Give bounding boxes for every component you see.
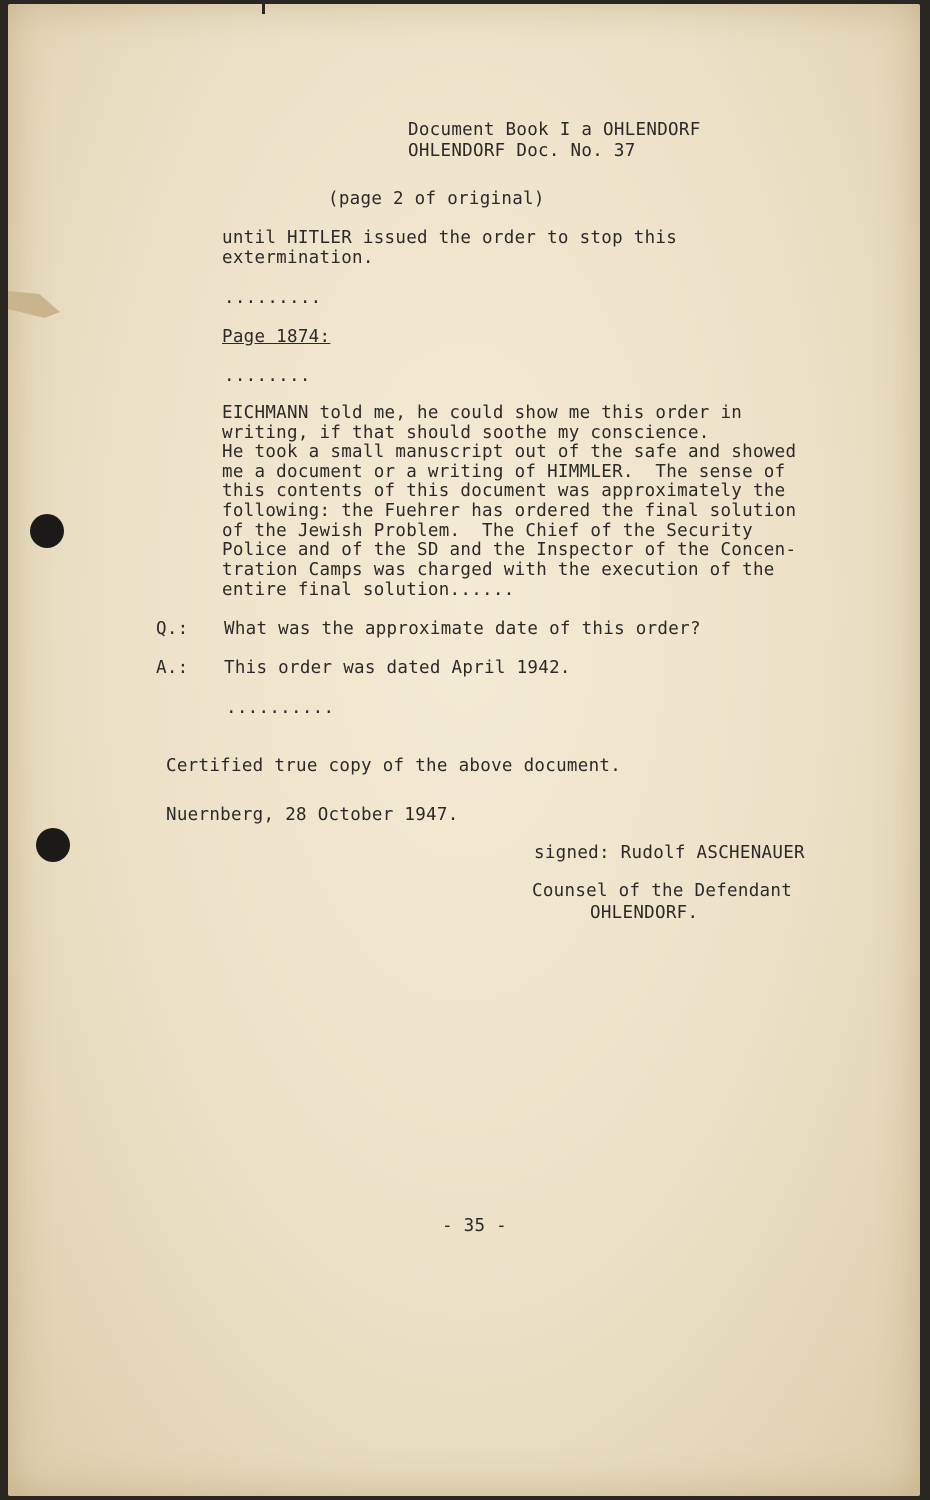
place-date: Nuernberg, 28 October 1947. xyxy=(166,805,459,825)
ellipsis-3: .......... xyxy=(226,698,335,718)
paragraph-line: of the Jewish Problem. The Chief of the Security xyxy=(222,521,753,541)
question-marker: Q.: xyxy=(156,619,189,639)
ellipsis-2: ........ xyxy=(224,366,311,386)
paragraph-line: tration Camps was charged with the execution of the xyxy=(222,560,775,580)
punch-hole-top xyxy=(30,514,64,548)
paragraph-line: following: the Fuehrer has ordered the final solution xyxy=(222,501,797,521)
intro-line-2: extermination. xyxy=(222,248,374,268)
header-line-1: Document Book I a OHLENDORF xyxy=(408,120,701,140)
answer-marker: A.: xyxy=(156,658,189,678)
paragraph-line: this contents of this document was approximately the xyxy=(222,481,786,501)
paragraph-line: writing, if that should soothe my conscience. xyxy=(222,423,710,443)
certification-line: Certified true copy of the above document. xyxy=(166,756,622,776)
question-text: What was the approximate date of this order? xyxy=(224,619,701,639)
answer-text: This order was dated April 1942. xyxy=(224,658,571,678)
paragraph-line: entire final solution...... xyxy=(222,580,515,600)
page-label: Page 1874: xyxy=(222,327,331,347)
edge-mark xyxy=(262,0,265,14)
paragraph-line: me a document or a writing of HIMMLER. The sense of xyxy=(222,462,786,482)
signature-line: signed: Rudolf ASCHENAUER xyxy=(534,843,805,863)
paragraph-line: He took a small manuscript out of the safe and showed xyxy=(222,442,797,462)
defendant-name: OHLENDORF. xyxy=(590,903,699,923)
intro-line-1: until HITLER issued the order to stop this xyxy=(222,228,678,248)
page-number: - 35 - xyxy=(442,1216,508,1236)
ellipsis-1: ......... xyxy=(224,288,322,308)
paragraph-line: EICHMANN told me, he could show me this order in xyxy=(222,403,743,423)
punch-hole-bottom xyxy=(36,828,70,862)
page-reference: (page 2 of original) xyxy=(328,189,545,209)
paragraph-line: Police and of the SD and the Inspector of the Concen- xyxy=(222,540,797,560)
header-line-2: OHLENDORF Doc. No. 37 xyxy=(408,141,636,161)
counsel-title: Counsel of the Defendant xyxy=(532,881,793,901)
